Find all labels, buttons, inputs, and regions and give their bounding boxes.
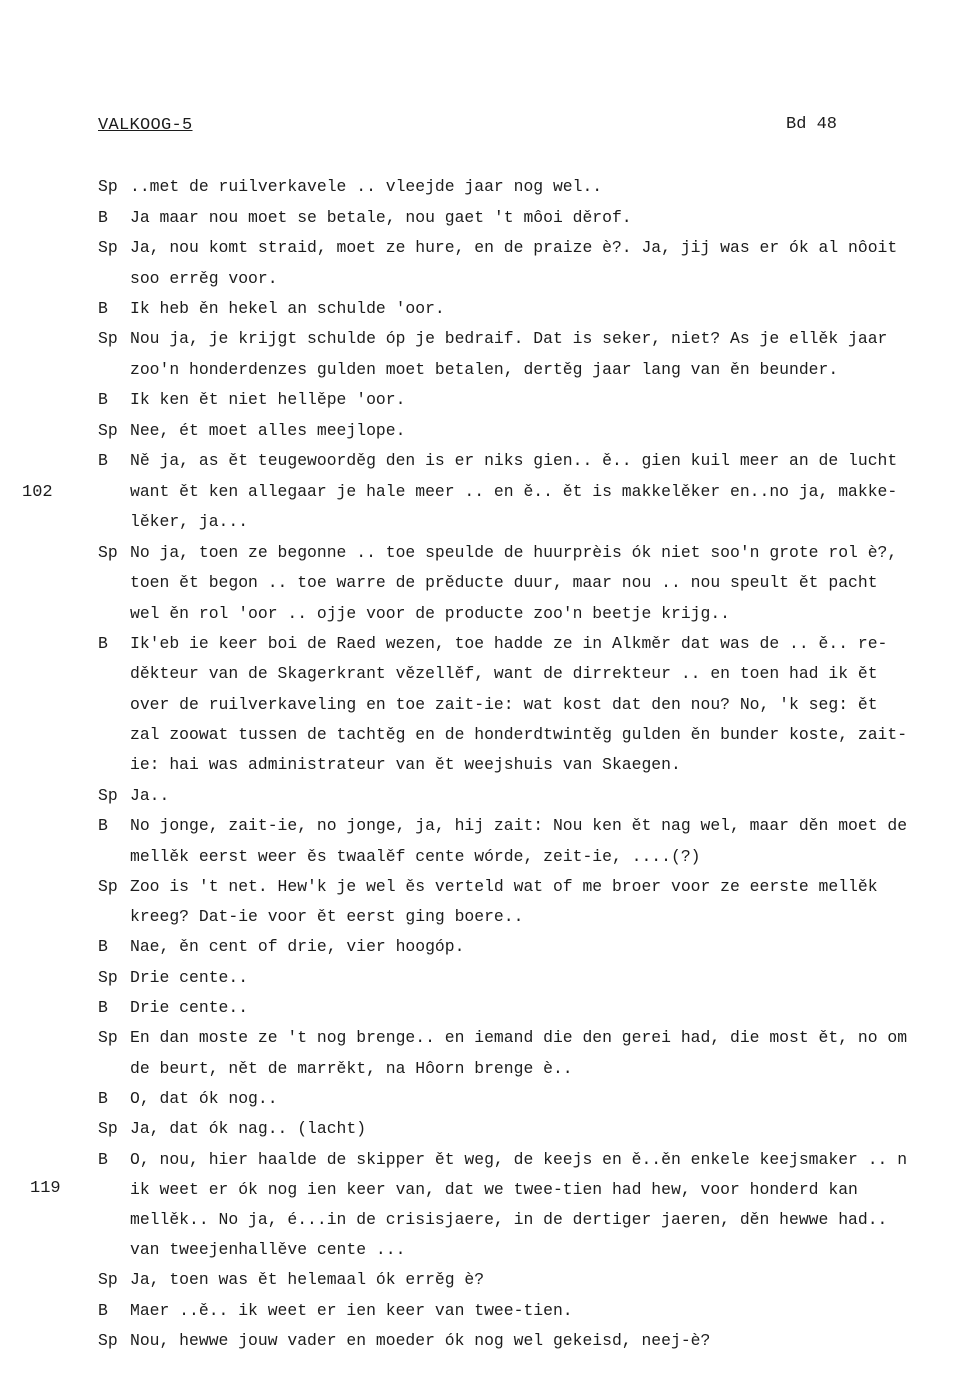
document-title: VALKOOG-5 bbox=[98, 116, 193, 135]
utterance-text: Ik heb ěn hekel an schulde 'oor. bbox=[130, 299, 445, 318]
speaker-label: B bbox=[98, 634, 108, 653]
utterance-text: Drie cente.. bbox=[130, 998, 249, 1017]
speaker-label: B bbox=[98, 1301, 108, 1320]
speaker-label: Sp bbox=[98, 421, 118, 440]
utterance-text: Maer ..ě.. ik weet er ien keer van twee-tien. bbox=[130, 1301, 573, 1320]
speaker-label: Sp bbox=[98, 329, 118, 348]
utterance-text: Ja, toen was ět helemaal ók errěg è? bbox=[130, 1270, 485, 1289]
speaker-label: B bbox=[98, 451, 108, 470]
utterance-text: van tweejenhallěve cente ... bbox=[130, 1240, 406, 1259]
utterance-text: Drie cente.. bbox=[130, 968, 249, 987]
utterance-text: No ja, toen ze begonne .. toe speulde de huurprèis ók niet soo'n grote rol è?, bbox=[130, 543, 898, 562]
utterance-text: Ja, nou komt straid, moet ze hure, en de praize è?. Ja, jij was er ók al nôoit bbox=[130, 238, 898, 257]
speaker-label: B bbox=[98, 1089, 108, 1108]
speaker-label: Sp bbox=[98, 786, 118, 805]
utterance-text: de beurt, nět de marrěkt, na Hôorn brenge è.. bbox=[130, 1059, 573, 1078]
speaker-label: Sp bbox=[98, 177, 118, 196]
margin-number: 119 bbox=[30, 1179, 61, 1198]
utterance-text: O, nou, hier haalde de skipper ět weg, de keejs en ě..ěn enkele keejsmaker .. n bbox=[130, 1150, 908, 1169]
utterance-text: zoo'n honderdenzes gulden moet betalen, dertěg jaar lang van ěn beunder. bbox=[130, 360, 839, 379]
utterance-text: lěker, ja... bbox=[130, 512, 249, 531]
utterance-text: over de ruilverkaveling en toe zait-ie: wat kost dat den nou? No, 'k seg: ět bbox=[130, 695, 878, 714]
utterance-text: toen ět begon .. toe warre de prěducte duur, maar nou .. nou speult ět pacht bbox=[130, 573, 878, 592]
utterance-text: Ja.. bbox=[130, 786, 170, 805]
utterance-text: soo errěg voor. bbox=[130, 269, 278, 288]
speaker-label: B bbox=[98, 816, 108, 835]
speaker-label: B bbox=[98, 1150, 108, 1169]
speaker-label: Sp bbox=[98, 1331, 118, 1350]
utterance-text: Nae, ěn cent of drie, vier hoogóp. bbox=[130, 937, 465, 956]
utterance-text: No jonge, zait-ie, no jonge, ja, hij zait: Nou ken ět nag wel, maar děn moet de bbox=[130, 816, 908, 835]
page-reference: Bd 48 bbox=[786, 115, 838, 134]
speaker-label: B bbox=[98, 208, 108, 227]
utterance-text: Ik ken ět niet hellěpe 'oor. bbox=[130, 390, 406, 409]
speaker-label: B bbox=[98, 998, 108, 1017]
utterance-text: want ět ken allegaar je hale meer .. en ě.. ět is makkelěker en..no ja, makke- bbox=[130, 482, 898, 501]
speaker-label: B bbox=[98, 299, 108, 318]
utterance-text: Ja maar nou moet se betale, nou gaet 't môoi děrof. bbox=[130, 208, 632, 227]
utterance-text: Nou ja, je krijgt schulde óp je bedraif. Dat is seker, niet? As je ellěk jaar bbox=[130, 329, 888, 348]
utterance-text: ik weet er ók nog ien keer van, dat we twee-tien had hew, voor honderd kan bbox=[130, 1180, 858, 1199]
utterance-text: Zoo is 't net. Hew'k je wel ěs verteld wat of me broer voor ze eerste mellěk bbox=[130, 877, 878, 896]
speaker-label: Sp bbox=[98, 1270, 118, 1289]
utterance-text: wel ěn rol 'oor .. ojje voor de producte zoo'n beetje krijg.. bbox=[130, 604, 730, 623]
speaker-label: Sp bbox=[98, 238, 118, 257]
speaker-label: Sp bbox=[98, 1119, 118, 1138]
utterance-text: Ik'eb ie keer boi de Raed wezen, toe hadde ze in Alkměr dat was de .. ě.. re- bbox=[130, 634, 888, 653]
utterance-text: En dan moste ze 't nog brenge.. en iemand die den gerei had, die most ět, no om bbox=[130, 1028, 908, 1047]
utterance-text: zal zoowat tussen de tachtěg en de honderdtwintěg gulden ěn bunder koste, zait- bbox=[130, 725, 908, 744]
utterance-text: ..met de ruilverkavele .. vleejde jaar nog wel.. bbox=[130, 177, 603, 196]
utterance-text: Ja, dat ók nag.. (lacht) bbox=[130, 1119, 367, 1138]
utterance-text: Nee, ét moet alles meejlope. bbox=[130, 421, 406, 440]
utterance-text: O, dat ók nog.. bbox=[130, 1089, 278, 1108]
speaker-label: Sp bbox=[98, 877, 118, 896]
utterance-text: děkteur van de Skagerkrant vězellěf, want de dirrekteur .. en toen had ik ět bbox=[130, 664, 878, 683]
utterance-text: Nou, hewwe jouw vader en moeder ók nog wel gekeisd, neej-è? bbox=[130, 1331, 711, 1350]
margin-number: 102 bbox=[22, 483, 53, 502]
utterance-text: mellěk eerst weer ěs twaalěf cente wórde, zeit-ie, ....(?) bbox=[130, 847, 701, 866]
utterance-text: ie: hai was administrateur van ět weejshuis van Skaegen. bbox=[130, 755, 681, 774]
speaker-label: B bbox=[98, 937, 108, 956]
speaker-label: Sp bbox=[98, 1028, 118, 1047]
utterance-text: Ně ja, as ět teugewoorděg den is er niks gien.. ě.. gien kuil meer an de lucht bbox=[130, 451, 898, 470]
speaker-label: Sp bbox=[98, 968, 118, 987]
utterance-text: kreeg? Dat-ie voor ět eerst ging boere.. bbox=[130, 907, 524, 926]
speaker-label: B bbox=[98, 390, 108, 409]
utterance-text: mellěk.. No ja, é...in de crisisjaere, in de dertiger jaeren, děn hewwe had.. bbox=[130, 1210, 888, 1229]
speaker-label: Sp bbox=[98, 543, 118, 562]
